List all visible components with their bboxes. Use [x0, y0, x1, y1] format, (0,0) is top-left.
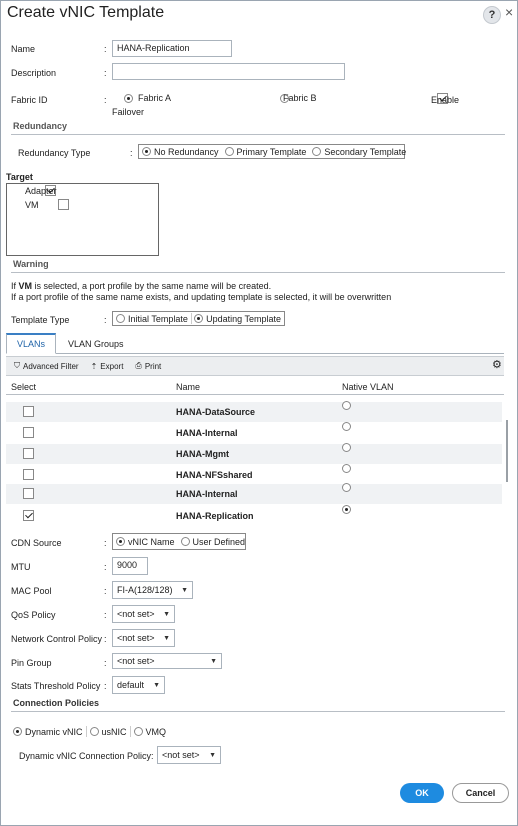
divider — [11, 272, 505, 273]
radio-icon — [134, 727, 143, 736]
template-type-group — [112, 311, 285, 326]
vlan-name: HANA-Internal — [176, 489, 238, 499]
vlan-select-checkbox[interactable] — [23, 427, 34, 438]
col-header-select: Select — [11, 382, 37, 392]
select-value: default — [117, 680, 145, 690]
vlan-name: HANA-Mgmt — [176, 449, 229, 459]
table-row[interactable] — [6, 423, 502, 443]
radio-icon — [116, 537, 125, 546]
vlan-name: HANA-DataSource — [176, 407, 256, 417]
table-row[interactable] — [6, 402, 502, 422]
colon: : — [104, 634, 107, 644]
fabric-a-label: Fabric A — [138, 93, 172, 103]
radio-icon — [194, 314, 203, 323]
dynamic-vnic-option[interactable] — [13, 727, 83, 737]
export-button[interactable] — [91, 362, 124, 371]
qos-policy-label: QoS Policy — [11, 610, 56, 620]
colon: : — [104, 586, 107, 596]
mtu-input[interactable]: 9000 — [112, 557, 148, 575]
export-icon: ⇡ — [90, 361, 98, 371]
vlan-select-checkbox[interactable] — [23, 469, 34, 480]
print-button[interactable] — [135, 361, 161, 371]
select-value: FI-A(128/128) — [117, 585, 173, 595]
colon: : — [151, 751, 154, 761]
colon: : — [104, 610, 107, 620]
radio-icon — [225, 147, 234, 156]
tab-vlans[interactable]: VLANs — [6, 333, 56, 354]
table-scrollbar[interactable] — [506, 420, 508, 482]
native-vlan-radio[interactable] — [342, 401, 351, 410]
radio-icon — [116, 314, 125, 323]
vlan-name: HANA-Replication — [176, 511, 254, 521]
chevron-down-icon: ▼ — [181, 586, 188, 594]
warning-text: If — [11, 281, 19, 291]
target-adapter-label: Adapter — [25, 186, 57, 196]
dynamic-vnic-connection-policy-select[interactable] — [157, 746, 221, 764]
button-label: Print — [144, 361, 162, 371]
colon: : — [104, 658, 107, 668]
cancel-button[interactable]: Cancel — [452, 783, 509, 803]
option-label: User Defined — [192, 536, 246, 547]
option-label: VMQ — [145, 726, 167, 737]
chevron-down-icon: ▼ — [153, 681, 160, 689]
option-label: Initial Template — [128, 313, 188, 324]
native-vlan-radio[interactable] — [342, 464, 351, 473]
radio-icon — [13, 727, 22, 736]
connection-policies-section-title: Connection Policies — [13, 698, 100, 708]
radio-icon — [142, 147, 151, 156]
option-label: Primary Template — [236, 146, 307, 157]
divider — [86, 726, 87, 737]
select-value: <not set> — [117, 656, 155, 666]
redundancy-type-label: Redundancy Type — [18, 148, 91, 158]
stats-threshold-policy-label: Stats Threshold Policy — [11, 681, 101, 691]
colon: : — [104, 681, 107, 691]
select-value: <not set> — [117, 609, 155, 619]
chevron-down-icon: ▼ — [163, 610, 170, 618]
table-row[interactable] — [6, 465, 502, 485]
mac-pool-select[interactable] — [112, 581, 193, 599]
cdn-source-label: CDN Source — [11, 538, 62, 548]
pin-group-select[interactable] — [112, 653, 222, 669]
colon: : — [130, 148, 133, 158]
chevron-down-icon: ▼ — [163, 634, 170, 642]
table-row[interactable] — [6, 506, 502, 526]
option-label: vNIC Name — [128, 536, 175, 547]
pin-group-label: Pin Group — [11, 658, 52, 668]
template-type-label: Template Type — [11, 315, 70, 325]
option-label: usNIC — [101, 726, 127, 737]
redundancy-section-title: Redundancy — [13, 121, 68, 131]
vnic-name-option[interactable] — [116, 537, 175, 547]
description-label: Description — [11, 68, 57, 78]
fabric-b-label: Fabric B — [283, 93, 317, 103]
vlan-name: HANA-NFSshared — [176, 470, 253, 480]
select-value: <not set> — [162, 750, 200, 760]
description-input[interactable] — [112, 63, 345, 80]
tab-vlan-groups[interactable]: VLAN Groups — [68, 339, 124, 349]
native-vlan-radio[interactable] — [342, 443, 351, 452]
button-label: Export — [100, 361, 124, 371]
colon: : — [104, 538, 107, 548]
failover-label: Failover — [112, 107, 145, 117]
chevron-down-icon: ▼ — [209, 751, 216, 759]
warning-text: is selected, a port profile by the same name will be created. — [32, 281, 272, 291]
colon: : — [104, 44, 107, 54]
tab-baseline — [6, 353, 504, 354]
table-row[interactable] — [6, 444, 502, 464]
stats-threshold-policy-select[interactable] — [112, 676, 165, 694]
divider — [130, 726, 131, 737]
connection-policy-options — [13, 726, 166, 737]
button-label: Advanced Filter — [23, 361, 79, 371]
native-vlan-radio[interactable] — [342, 483, 351, 492]
warning-bold-text: VM — [18, 281, 33, 291]
vlan-select-checkbox[interactable] — [23, 406, 34, 417]
redundancy-type-group — [138, 144, 405, 159]
target-label: Target — [6, 172, 33, 182]
vlan-toolbar — [6, 356, 504, 376]
filter-icon: ⛉ — [14, 361, 20, 370]
radio-icon — [181, 537, 190, 546]
divider — [6, 394, 504, 395]
colon: : — [104, 95, 107, 105]
enable-failover-label: Enable — [431, 95, 460, 105]
updating-template-option[interactable] — [194, 314, 281, 324]
vlan-select-checkbox[interactable] — [23, 488, 34, 499]
secondary-template-option[interactable] — [312, 147, 406, 157]
option-label: Secondary Template — [324, 146, 407, 157]
usnic-option[interactable] — [90, 727, 127, 737]
option-label: Updating Template — [206, 313, 281, 324]
advanced-filter-button[interactable] — [14, 361, 79, 371]
target-vm-checkbox[interactable] — [58, 199, 69, 210]
colon: : — [104, 562, 107, 572]
name-label: Name — [11, 44, 36, 54]
dynamic-vnic-connection-policy-label: Dynamic vNIC Connection Policy — [19, 751, 152, 761]
initial-template-option[interactable] — [116, 314, 188, 324]
vlan-select-checkbox[interactable] — [23, 448, 34, 459]
colon: : — [104, 68, 107, 78]
native-vlan-radio[interactable] — [342, 505, 351, 514]
option-label: Dynamic vNIC — [25, 726, 83, 737]
radio-icon — [312, 147, 321, 156]
ok-button[interactable]: OK — [400, 783, 444, 803]
option-label: No Redundancy — [154, 146, 219, 157]
target-vm-label: VM — [25, 200, 39, 210]
col-header-native-vlan: Native VLAN — [342, 382, 394, 392]
cdn-source-group — [112, 533, 246, 550]
primary-template-option[interactable] — [225, 147, 307, 157]
mtu-label: MTU — [11, 562, 31, 572]
divider — [11, 711, 505, 712]
name-input[interactable]: HANA-Replication — [112, 40, 232, 57]
close-icon[interactable]: × — [505, 4, 514, 20]
network-control-policy-label: Network Control Policy — [11, 634, 103, 644]
mac-pool-label: MAC Pool — [11, 586, 52, 596]
gear-icon[interactable]: ⚙ — [492, 359, 502, 371]
colon: : — [104, 315, 107, 325]
user-defined-option[interactable] — [181, 537, 246, 547]
network-control-policy-select[interactable] — [112, 629, 175, 647]
divider — [11, 134, 505, 135]
print-icon: ⎙ — [135, 361, 142, 370]
warning-section-title: Warning — [13, 259, 49, 269]
table-row[interactable] — [6, 484, 502, 504]
vlan-select-checkbox[interactable] — [23, 510, 34, 521]
warning-line-2: If a port profile of the same name exists, and updating template is selected, it will be overwritten — [11, 292, 392, 302]
col-header-name: Name — [176, 382, 201, 392]
dialog-title: Create vNIC Template — [7, 4, 165, 21]
help-icon[interactable]: ? — [483, 6, 501, 24]
warning-line-1 — [11, 281, 271, 291]
radio-icon — [90, 727, 99, 736]
chevron-down-icon: ▼ — [210, 657, 217, 665]
vlan-name: HANA-Internal — [176, 428, 238, 438]
no-redundancy-option[interactable] — [142, 147, 219, 157]
vmq-option[interactable] — [134, 727, 167, 737]
select-value: <not set> — [117, 633, 155, 643]
qos-policy-select[interactable] — [112, 605, 175, 623]
native-vlan-radio[interactable] — [342, 422, 351, 431]
fabric-id-label: Fabric ID — [11, 95, 48, 105]
